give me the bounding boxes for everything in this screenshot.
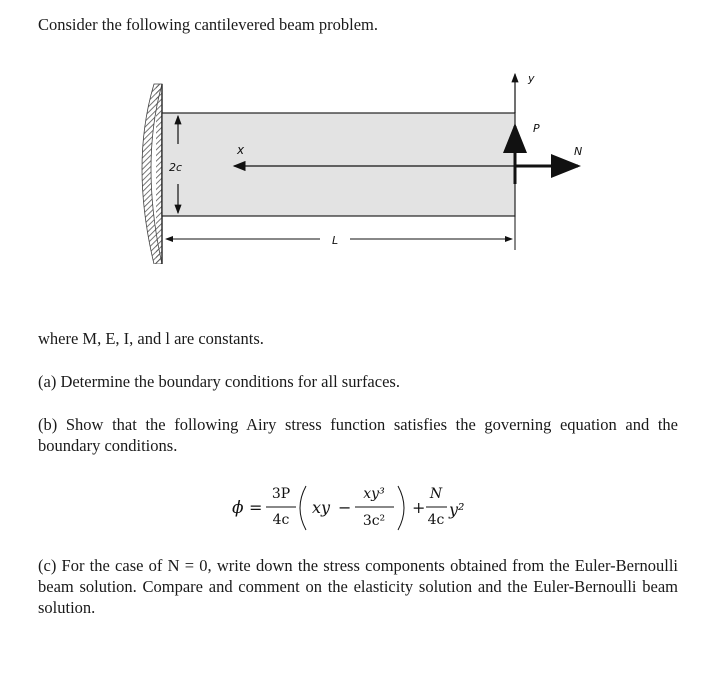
wall-face [156,84,162,264]
x-axis-label: x [237,143,245,157]
eq-num1: 3P [271,486,291,502]
eq-right-paren [398,486,404,530]
cantilever-beam-figure [100,64,620,264]
load-N-label: N [574,145,583,158]
constants-note: where M, E, I, and l are constants. [38,329,264,348]
eq-equals: = [249,498,263,517]
eq-minus: − [338,498,352,517]
depth-label: 2c [169,161,183,174]
beam-body [162,113,515,216]
load-P-label: P [533,122,540,135]
eq-xy: xy [312,498,331,517]
y-axis-label: y [528,72,535,85]
eq-den3: 4c [427,512,445,528]
eq-left-paren [300,486,306,530]
eq-y2: y² [449,500,465,519]
eq-den1: 4c [272,512,290,528]
airy-stress-function-equation [226,478,506,538]
eq-den2: 3c² [362,513,386,529]
eq-num3: N [429,486,443,502]
eq-plus: + [412,498,426,517]
length-label: L [332,234,339,247]
eq-phi: ϕ [232,498,244,518]
part-a-text: (a) Determine the boundary conditions for all surfaces. [38,372,400,391]
part-c-text: (c) For the case of N = 0, write down the stress components obtained from the Euler-Bernoulli beam solution. Compare and comment on the elasticity solution and the Euler-Bernoulli beam solution. [38,556,678,617]
eq-num2: xy³ [363,486,385,502]
part-b-text: (b) Show that the following Airy stress function satisfies the governing equation and the boundary conditions. [38,415,678,455]
intro-text: Consider the following cantilevered beam problem. [38,15,378,34]
